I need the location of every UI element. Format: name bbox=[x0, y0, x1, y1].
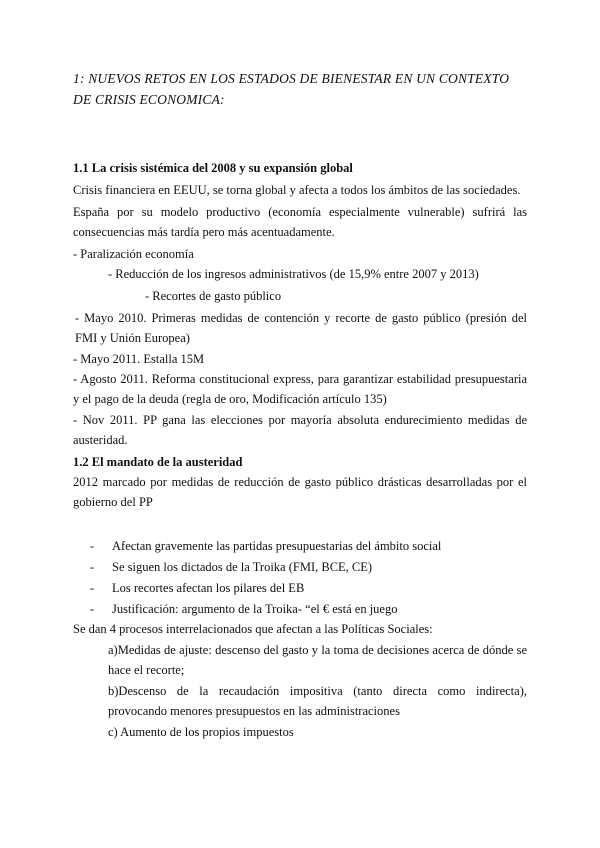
section-1-title: 1.1 La crisis sistémica del 2008 y su expansión global bbox=[73, 161, 353, 175]
bullet-item: Afectan gravemente las partidas presupuestarias del ámbito social bbox=[112, 539, 442, 553]
section-1-paragraph-1: Crisis financiera en EEUU, se torna global y afecta a todos los ámbitos de las sociedades. bbox=[73, 183, 521, 197]
bullet-item: Justificación: argumento de la Troika- “el € está en juego bbox=[112, 602, 398, 616]
process-item-b: b)Descenso de la recaudación impositiva (tanto directa como indirecta), provocando menores presupuestos en las administraciones bbox=[108, 684, 527, 718]
process-item-c: c) Aumento de los propios impuestos bbox=[108, 725, 294, 739]
process-item-a: a)Medidas de ajuste: descenso del gasto y la toma de decisiones acerca de dónde se hace el recorte; bbox=[108, 643, 527, 677]
section-2-paragraph-1: 2012 marcado por medidas de reducción de gasto público drásticas desarrolladas por el gobierno del PP bbox=[73, 475, 527, 509]
list-line-reduccion: - Reducción de los ingresos administrativos (de 15,9% entre 2007 y 2013) bbox=[108, 267, 479, 281]
list-line-mayo-2010: - Mayo 2010. Primeras medidas de contención y recorte de gasto público (presión del FMI y Unión Europea) bbox=[75, 311, 527, 345]
bullet-marker: - bbox=[90, 539, 95, 553]
list-line-recortes: - Recortes de gasto público bbox=[145, 289, 282, 303]
list-line-paralizacion: - Paralización economía bbox=[73, 247, 194, 261]
bullet-marker: - bbox=[90, 602, 95, 616]
bullet-marker: - bbox=[90, 560, 95, 574]
list-line-agosto-2011: - Agosto 2011. Reforma constitucional express, para garantizar estabilidad presupuestaria y el pago de la deuda (regla de oro, Modificación artículo 135) bbox=[73, 372, 527, 406]
section-1-paragraph-2: España por su modelo productivo (economía especialmente vulnerable) sufrirá las consecuencias más tardía pero más acentuadamente. bbox=[73, 205, 527, 239]
bullet-item: Los recortes afectan los pilares del EB bbox=[112, 581, 305, 595]
section-2-title: 1.2 El mandato de la austeridad bbox=[73, 455, 243, 469]
list-line-nov-2011: - Nov 2011. PP gana las elecciones por mayoría absoluta endurecimiento medidas de austeridad. bbox=[73, 413, 527, 447]
chapter-heading: 1: NUEVOS RETOS EN LOS ESTADOS DE BIENESTAR EN UN CONTEXTO DE CRISIS ECONOMICA: bbox=[73, 71, 510, 107]
bullet-item: Se siguen los dictados de la Troika (FMI, BCE, CE) bbox=[112, 560, 373, 574]
list-line-mayo-2011: - Mayo 2011. Estalla 15M bbox=[73, 352, 205, 366]
processes-intro: Se dan 4 procesos interrelacionados que afectan a las Políticas Sociales: bbox=[73, 622, 433, 636]
bullet-marker: - bbox=[90, 581, 95, 595]
